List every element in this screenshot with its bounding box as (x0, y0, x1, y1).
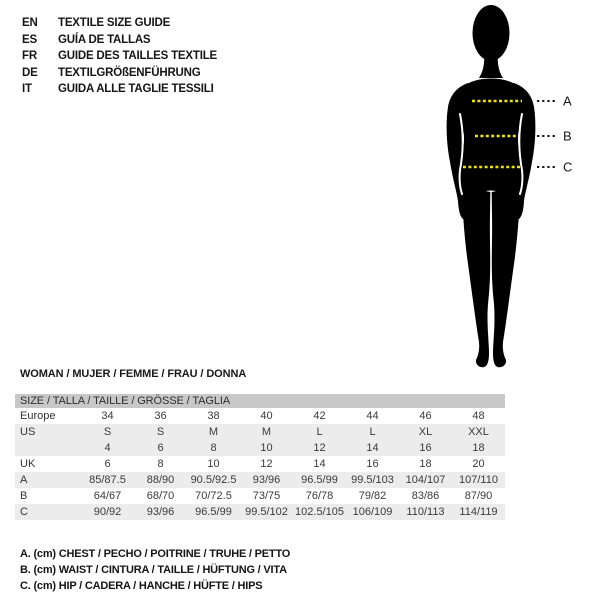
size-cell: 83/86 (411, 490, 440, 502)
row-label: C (20, 506, 28, 518)
size-cell: 68/70 (146, 490, 175, 502)
size-table (15, 394, 505, 520)
size-cell: 8 (210, 442, 217, 454)
legend-line-hip: C. (cm) HIP / CADERA / HANCHE / HÜFTE / HIPS (20, 580, 263, 592)
lang-line-de (22, 65, 217, 82)
waist-marker-label: B (563, 128, 572, 144)
size-cell: 96.5/99 (195, 506, 232, 518)
table-row-europe (15, 408, 505, 424)
size-cell: 110/113 (406, 506, 445, 518)
section-title: WOMAN / MUJER / FEMME / FRAU / DONNA (20, 368, 247, 380)
size-cell: L (316, 426, 323, 438)
size-cell: 64/67 (93, 490, 122, 502)
row-label: US (20, 426, 36, 438)
silhouette-right-leg (492, 186, 521, 367)
size-cell: 46 (419, 410, 432, 422)
hip-marker-label: C (563, 159, 573, 175)
legend-line-chest: A. (cm) CHEST / PECHO / POITRINE / TRUHE / PETTO (20, 548, 291, 560)
lang-line-en (22, 15, 217, 32)
size-cell: 36 (154, 410, 167, 422)
size-cell: 4 (104, 442, 111, 454)
size-cell: L (369, 426, 376, 438)
size-cell: 16 (366, 458, 379, 470)
size-cell: 6 (104, 458, 111, 470)
lang-code: EN (22, 17, 38, 29)
size-cell: 114/119 (459, 506, 498, 518)
size-cell: 12 (260, 458, 273, 470)
size-cell: 18 (472, 442, 485, 454)
silhouette-left-leg (461, 186, 490, 367)
size-cell: 14 (313, 458, 326, 470)
language-guide (22, 15, 217, 98)
lang-line-es (22, 32, 217, 49)
size-cell: 44 (366, 410, 379, 422)
size-cell: S (103, 426, 112, 438)
size-cell: 18 (419, 458, 432, 470)
size-cell: 70/72.5 (195, 490, 232, 502)
size-cell: 76/78 (305, 490, 334, 502)
size-cell: 79/82 (358, 490, 387, 502)
table-row-hip (15, 504, 505, 520)
lang-text: TEXTILE SIZE GUIDE (58, 17, 171, 29)
lang-code: ES (22, 33, 37, 46)
size-cell: 99.5/103 (351, 474, 394, 486)
row-label: A (20, 474, 28, 486)
size-cell: S (156, 426, 165, 438)
lang-text: GUIDA ALLE TAGLIE TESSILI (58, 83, 214, 95)
size-cell: 87/90 (464, 490, 493, 502)
size-cell: M (208, 426, 219, 438)
size-cell: 73/75 (252, 490, 281, 502)
row-label: B (20, 490, 28, 502)
lang-text: GUIDE DES TAILLES TEXTILE (58, 50, 217, 62)
size-cell: 48 (472, 410, 485, 422)
size-cell: 16 (419, 442, 432, 454)
lang-code: DE (22, 66, 38, 79)
size-cell: 104/107 (405, 474, 446, 486)
woman-silhouette (430, 0, 600, 380)
size-cell: M (261, 426, 272, 438)
size-cell: 34 (101, 410, 114, 422)
size-cell: 14 (366, 442, 379, 454)
table-row-us-letters (15, 424, 505, 440)
lang-code: IT (22, 83, 32, 95)
size-cell: 102.5/105 (295, 506, 344, 518)
legend-line-waist: B. (cm) WAIST / CINTURA / TAILLE / HÜFTUNG / VITA (20, 564, 287, 576)
size-cell: 93/96 (252, 474, 281, 486)
size-cell: 107/110 (459, 474, 498, 486)
lang-code: FR (22, 50, 37, 62)
size-cell: 20 (472, 458, 485, 470)
size-cell: 93/96 (146, 506, 175, 518)
size-cell: 10 (260, 442, 273, 454)
table-row-waist (15, 488, 505, 504)
lang-text: TEXTILGRÖßENFÜHRUNG (58, 66, 201, 79)
lang-text: GUÍA DE TALLAS (58, 33, 151, 46)
size-cell: 85/87.5 (89, 474, 126, 486)
row-label: UK (20, 458, 36, 470)
size-cell: 40 (260, 410, 273, 422)
size-cell: XL (418, 426, 433, 438)
size-table-header: SIZE / TALLA / TAILLE / GRÖSSE / TAGLIA (15, 394, 505, 408)
size-cell: 90.5/92.5 (190, 474, 237, 486)
size-cell: 42 (313, 410, 326, 422)
size-cell: 8 (157, 458, 164, 470)
table-row-uk (15, 456, 505, 472)
measurement-legend (20, 546, 290, 594)
size-cell: 10 (207, 458, 220, 470)
size-cell: XXL (468, 426, 489, 438)
size-cell: 90/92 (93, 506, 122, 518)
row-label: Europe (20, 410, 56, 422)
size-cell: 106/109 (352, 506, 393, 518)
lang-line-fr (22, 48, 217, 65)
size-cell: 6 (157, 442, 164, 454)
size-cell: 96.5/99 (301, 474, 338, 486)
size-cell: 38 (207, 410, 220, 422)
chest-marker-label: A (563, 93, 572, 109)
size-cell: 88/90 (146, 474, 175, 486)
size-cell: 12 (313, 442, 326, 454)
size-cell: 99.5/102 (245, 506, 288, 518)
table-row-chest (15, 472, 505, 488)
table-row-us-numbers (15, 440, 505, 456)
lang-line-it (22, 81, 217, 98)
measurement-figure (430, 0, 600, 380)
